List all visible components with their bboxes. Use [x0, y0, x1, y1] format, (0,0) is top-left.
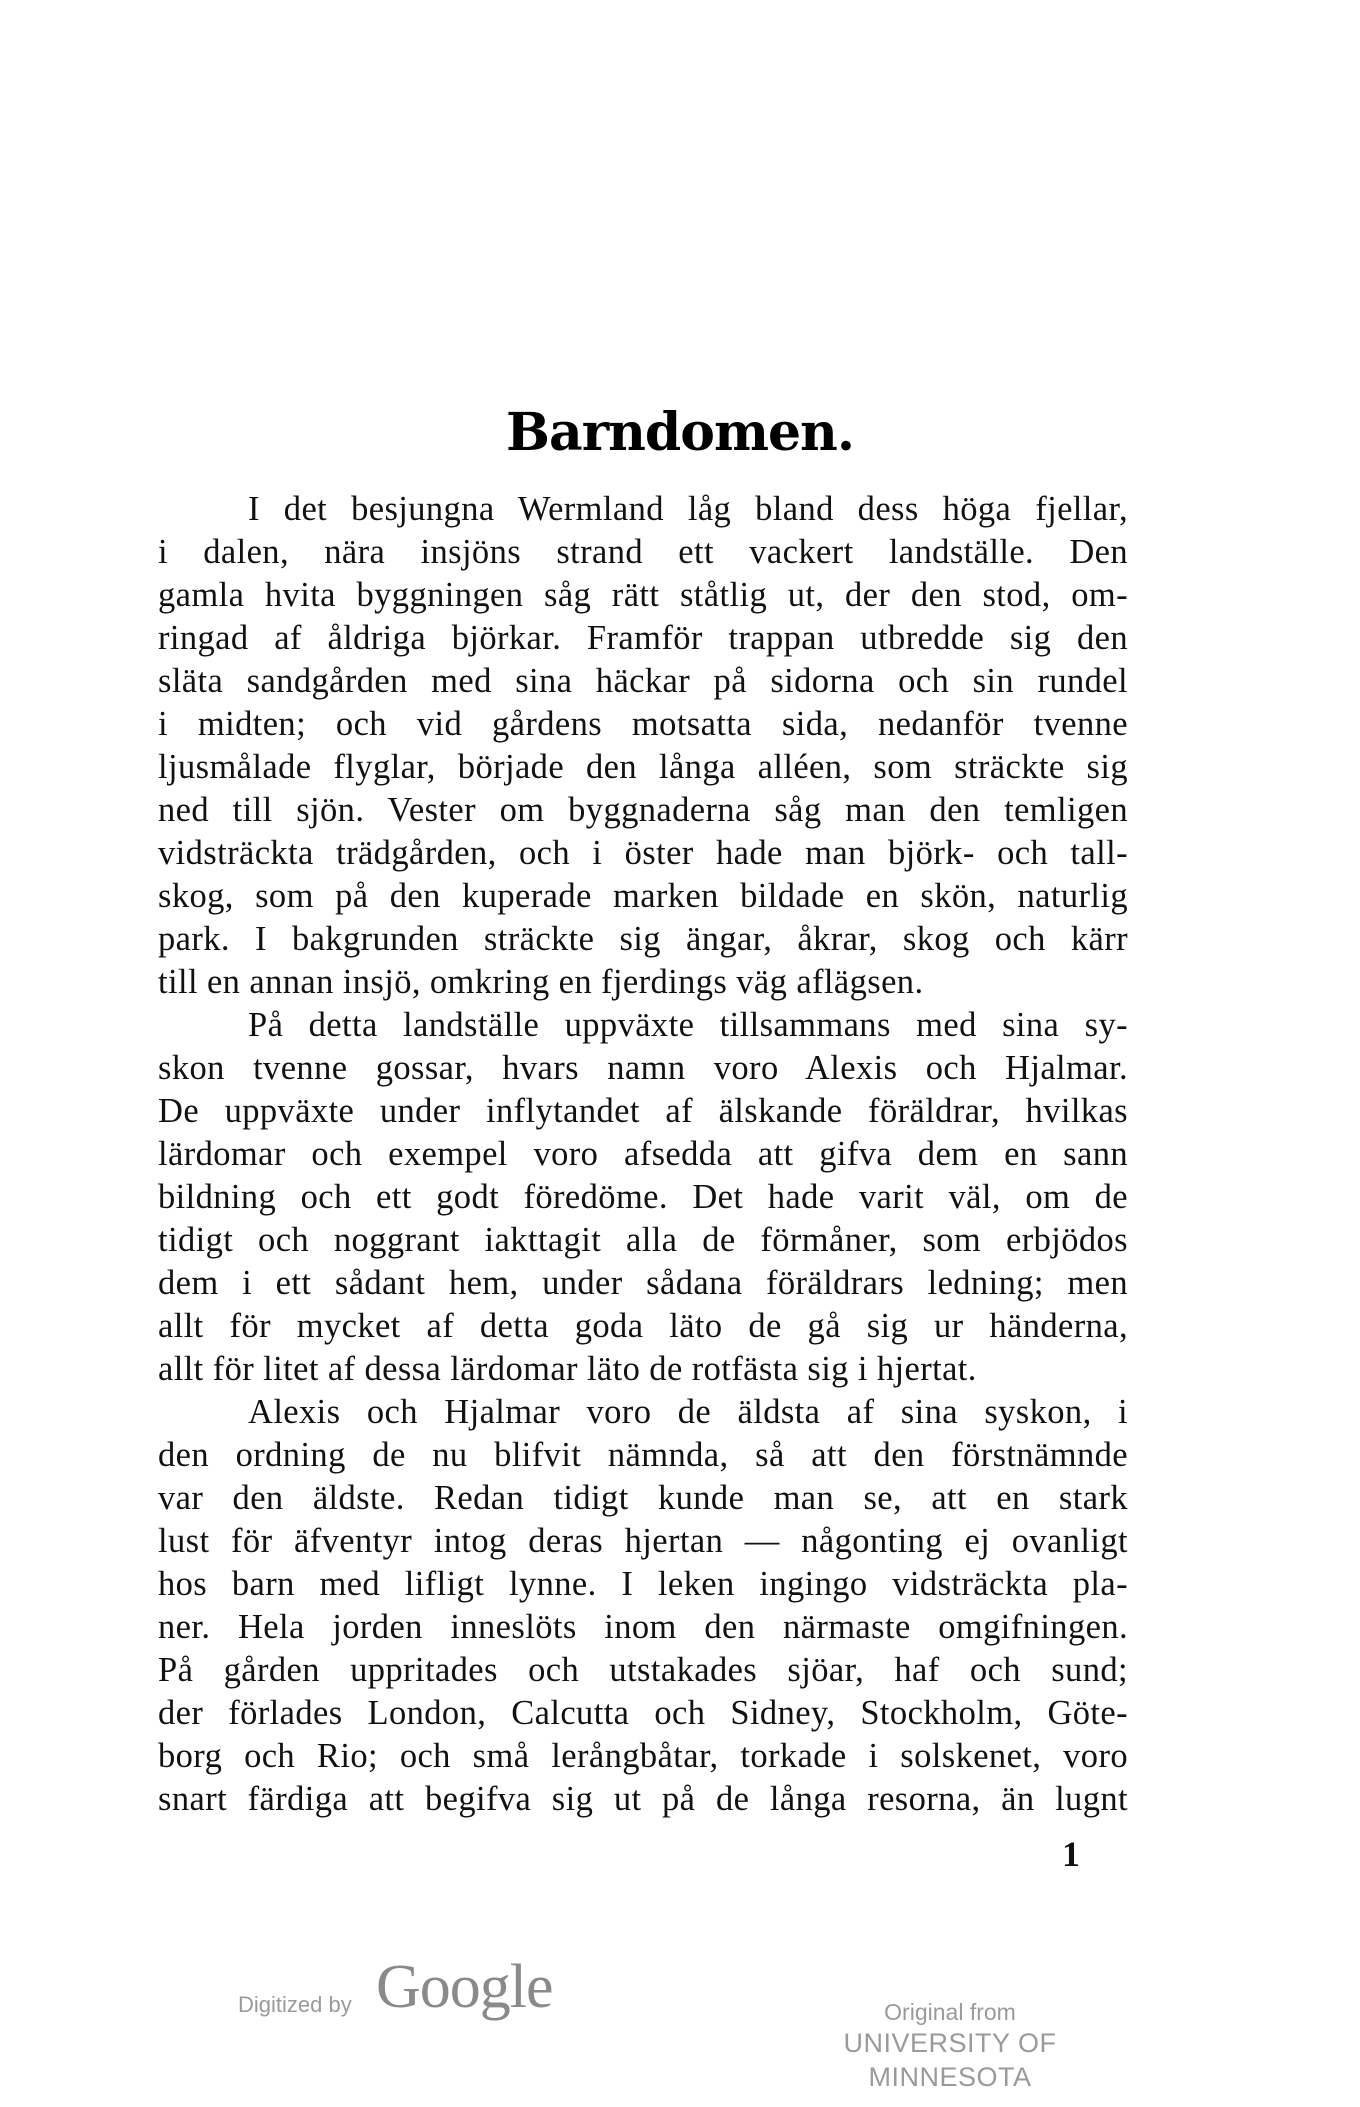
text-line: park. I bakgrunden sträckte sig ängar, åkrar, skog och kärr [158, 920, 1128, 958]
text-line: vidsträckta trädgården, och i öster hade man björk- och tall- [158, 834, 1128, 872]
text-line: På gården uppritades och utstakades sjöar, haf och sund; [158, 1651, 1128, 1689]
digitized-by-label: Digitized by [238, 1992, 352, 2017]
text-line: gamla hvita byggningen såg rätt ståtlig ut, der den stod, om- [158, 576, 1128, 614]
text-line: släta sandgården med sina häckar på sidorna och sin rundel [158, 662, 1128, 700]
text-line: ljusmålade flyglar, började den långa alléen, som sträckte sig [158, 748, 1128, 786]
text-line: ned till sjön. Vester om byggnaderna såg man den temligen [158, 791, 1128, 829]
original-source-watermark [770, 1998, 1130, 2094]
digitized-by-watermark [238, 1952, 838, 2042]
text-line: I det besjungna Wermland låg bland dess höga fjellar, [248, 490, 1128, 528]
text-line: De uppväxte under inflytandet af älskande föräldrar, hvilkas [158, 1092, 1128, 1130]
institution-name: UNIVERSITY OF MINNESOTA [843, 2028, 1057, 2092]
text-line: ringad af åldriga björkar. Framför trappan utbredde sig den [158, 619, 1128, 657]
text-line: tidigt och noggrant iakttagit alla de förmåner, som erbjödos [158, 1221, 1128, 1259]
text-line: der förlades London, Calcutta och Sidney, Stockholm, Göte- [158, 1694, 1128, 1732]
text-line: skog, som på den kuperade marken bildade en skön, naturlig [158, 877, 1128, 915]
text-line: Alexis och Hjalmar voro de äldsta af sina syskon, i [248, 1393, 1128, 1431]
text-line: dem i ett sådant hem, under sådana föräldrars ledning; men [158, 1264, 1128, 1302]
chapter-body-text [158, 488, 1128, 1821]
text-line: lust för äfventyr intog deras hjertan — någonting ej ovanligt [158, 1522, 1128, 1560]
text-line: hos barn med lifligt lynne. I leken ingingo vidsträckta pla- [158, 1565, 1128, 1603]
text-line: ner. Hela jorden inneslöts inom den närmaste omgifningen. [158, 1608, 1128, 1646]
google-logo: Google [376, 1953, 553, 2021]
text-line: På detta landställe uppväxte tillsammans med sina sy- [248, 1006, 1128, 1044]
text-line: till en annan insjö, omkring en fjerdings väg aflägsen. [158, 963, 924, 1001]
page-number: 1 [1062, 1834, 1080, 1874]
text-line: bildning och ett godt föredöme. Det hade varit väl, om de [158, 1178, 1128, 1216]
text-line: den ordning de nu blifvit nämnda, så att den förstnämnde [158, 1436, 1128, 1474]
text-line: i dalen, nära insjöns strand ett vackert landställe. Den [158, 533, 1128, 571]
text-line: snart färdiga att begifva sig ut på de långa resorna, än lugnt [158, 1780, 1128, 1818]
text-line: allt för litet af dessa lärdomar läto de rotfästa sig i hjertat. [158, 1350, 977, 1388]
text-line: var den äldste. Redan tidigt kunde man se, att en stark [158, 1479, 1128, 1517]
text-line: borg och Rio; och små lerångbåtar, torkade i solskenet, voro [158, 1737, 1128, 1775]
text-line: i midten; och vid gårdens motsatta sida, nedanför tvenne [158, 705, 1128, 743]
original-from-label: Original from [884, 1999, 1016, 2025]
text-line: skon tvenne gossar, hvars namn voro Alexis och Hjalmar. [158, 1049, 1128, 1087]
text-line: lärdomar och exempel voro afsedda att gifva dem en sann [158, 1135, 1128, 1173]
text-line: allt för mycket af detta goda läto de gå sig ur händerna, [158, 1307, 1128, 1345]
chapter-title: Barndomen. [506, 402, 854, 463]
